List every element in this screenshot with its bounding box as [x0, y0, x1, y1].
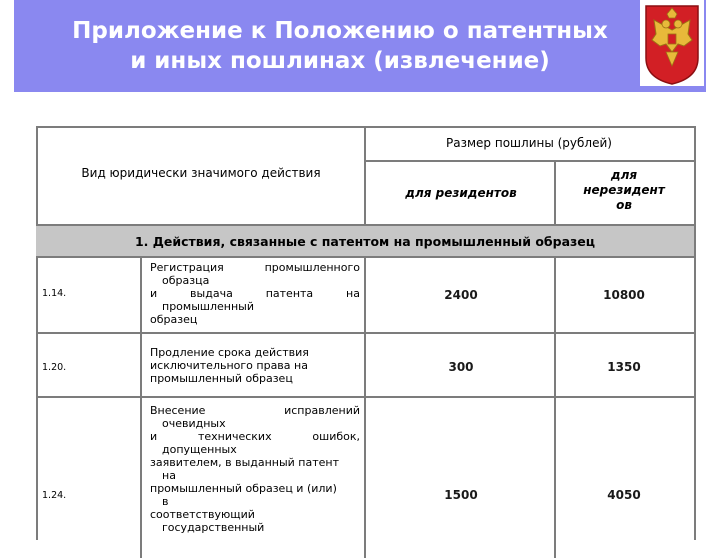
page-title	[60, 16, 620, 76]
desc-line: на	[162, 469, 176, 482]
row-divider	[36, 396, 694, 398]
header-divider-horizontal	[366, 160, 694, 162]
russian-coat-of-arms-icon	[640, 0, 704, 86]
desc-line: в	[162, 495, 169, 508]
section-title: 1. Действия, связанные с патентом на промышленный образец	[36, 224, 694, 258]
body-divider-desc	[364, 258, 366, 558]
desc-line: Регистрация промышленного	[150, 261, 360, 274]
desc-line: Продление срока действия	[150, 346, 309, 359]
header-action-kind: Вид юридически значимого действия	[81, 166, 321, 180]
header-nonresidents-line: для	[610, 168, 638, 182]
row-description	[150, 346, 360, 385]
desc-line: образца	[162, 274, 210, 287]
fee-residents: 300	[448, 360, 474, 374]
row-description	[150, 261, 360, 326]
row-description	[150, 404, 360, 534]
desc-line: очевидных	[162, 417, 226, 430]
desc-line: образец	[150, 313, 198, 326]
fee-nonresidents: 1350	[607, 360, 641, 374]
desc-line: допущенных	[162, 443, 237, 456]
header-nonresidents-line: нерезидент	[583, 183, 665, 197]
header-residents: для резидентов	[405, 186, 517, 200]
desc-line: соответствующий	[150, 508, 255, 521]
title-bar	[14, 0, 706, 92]
title-line-1: Приложение к Положению о патентных	[72, 18, 608, 44]
desc-line: промышленный образец и (или)	[150, 482, 337, 495]
row-divider	[36, 332, 694, 334]
row-code: 1.14.	[42, 288, 67, 299]
desc-line: исключительного права на	[150, 359, 308, 372]
fee-nonresidents: 10800	[603, 288, 645, 302]
desc-line: и технических ошибок,	[150, 430, 360, 443]
desc-line: промышленный	[162, 300, 254, 313]
desc-line: промышленный образец	[150, 372, 293, 385]
body-divider-code	[140, 258, 142, 558]
row-code: 1.24.	[42, 490, 67, 501]
fee-table	[36, 126, 696, 556]
desc-line: заявителем, в выданный патент	[150, 456, 340, 469]
row-code: 1.20.	[42, 362, 67, 373]
header-nonresidents-line: ов	[616, 198, 632, 212]
header-fee-size: Размер пошлины (рублей)	[446, 136, 612, 150]
desc-line: и выдача патента на	[150, 287, 360, 300]
desc-line: Внесение исправлений	[150, 404, 360, 417]
fee-residents: 1500	[444, 488, 478, 502]
header-nonresidents	[556, 168, 692, 213]
title-line-2: и иных пошлинах (извлечение)	[130, 48, 550, 74]
fee-residents: 2400	[444, 288, 478, 302]
fee-nonresidents: 4050	[607, 488, 641, 502]
body-divider-res	[554, 258, 556, 558]
desc-line: государственный	[162, 521, 265, 534]
